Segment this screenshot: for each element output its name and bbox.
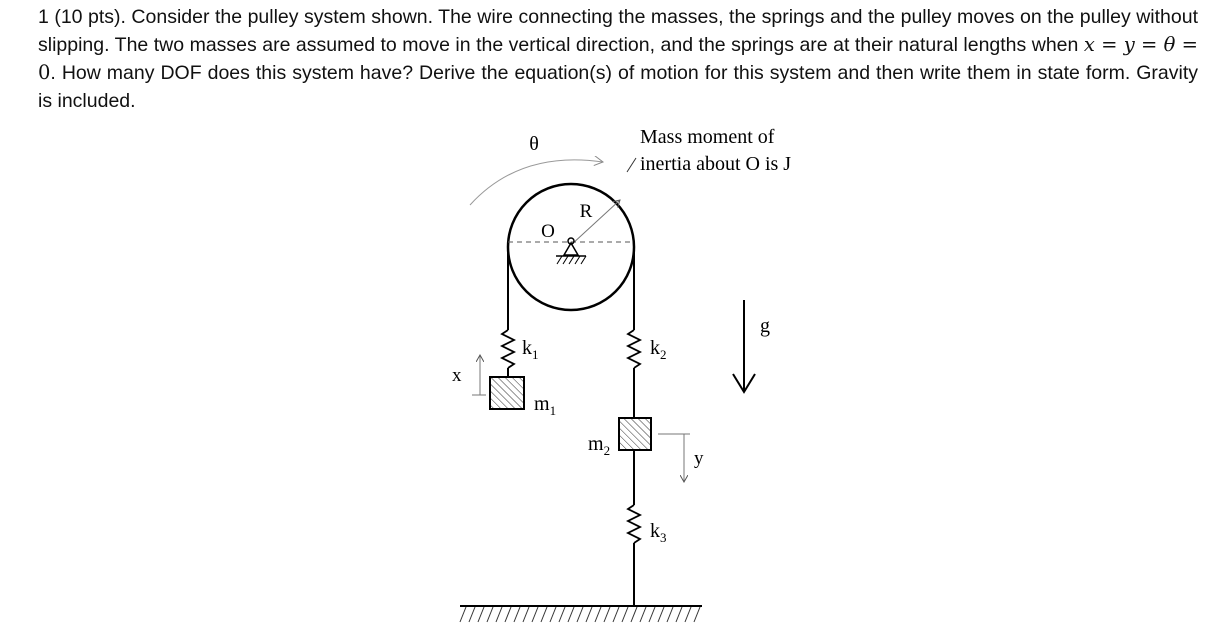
k3-label: $k_3$	[650, 520, 667, 545]
spring-k1	[502, 330, 514, 368]
theta-label: θ	[529, 133, 539, 155]
ground-hatch-mark	[532, 607, 538, 622]
spring-k2	[628, 330, 640, 368]
ground-hatch-mark	[649, 607, 655, 622]
ground-hatch-mark	[595, 607, 601, 622]
g-label: g	[760, 315, 770, 337]
y-label: y	[694, 448, 704, 469]
mass-m1	[490, 377, 524, 409]
math-x: x	[1083, 33, 1095, 56]
ground-hatch-mark	[523, 607, 529, 622]
ground-hatch-mark	[487, 607, 493, 622]
ground-hatch-mark	[559, 607, 565, 622]
ground-hatch-mark	[568, 607, 574, 622]
ground-hatch-mark	[550, 607, 556, 622]
math-equals-3: =	[1175, 33, 1198, 56]
math-theta: θ	[1163, 33, 1176, 56]
ground-hatch-mark	[676, 607, 682, 622]
math-equals-1: =	[1094, 33, 1124, 56]
ground-hatch-mark	[469, 607, 475, 622]
math-zero: 0	[38, 61, 51, 84]
math-y: y	[1123, 33, 1135, 56]
problem-text-tail: . How many DOF does this system have? Derive the equation(s) of motion for this system and then write them in state form. Gravity is included.	[38, 62, 1198, 112]
spring-k3	[628, 505, 640, 543]
ground-hatch-mark	[496, 607, 502, 622]
k1-label: $k_1$	[522, 337, 539, 362]
pulley-disk	[508, 184, 634, 310]
problem-text-lead: 1 (10 pts). Consider the pulley system shown. The wire connecting the masses, the springs and the pulley moves on the pulley without slipping. The two masses are assumed to move in the vertical direction, and the springs are at their natural lengths when	[38, 6, 1198, 56]
pivot-label: O	[541, 221, 555, 242]
ground-hatch-mark	[577, 607, 583, 622]
ground-hatch-mark	[658, 607, 664, 622]
radius-label: R	[579, 201, 593, 222]
ground-hatch-mark	[505, 607, 511, 622]
k2-label: $k_2$	[650, 337, 667, 362]
ground-hatch-mark	[685, 607, 691, 622]
ground-hatch-mark	[640, 607, 646, 622]
radius-arrow	[571, 200, 620, 245]
ground-hatch-mark	[613, 607, 619, 622]
mass-m2	[619, 418, 651, 450]
ground-hatch-mark	[586, 607, 592, 622]
ground-hatch-mark	[631, 607, 637, 622]
ground-hatch-mark	[478, 607, 484, 622]
ground-hatch-mark	[622, 607, 628, 622]
rotation-arrow	[470, 160, 603, 205]
ground	[460, 606, 702, 622]
ground-hatch-mark	[694, 607, 700, 622]
m2-label: $m_2$	[588, 433, 611, 458]
ground-hatch-mark	[541, 607, 547, 622]
ground-hatch-mark	[514, 607, 520, 622]
moment-text-line2: inertia about O is J	[640, 153, 792, 175]
ground-hatch-mark	[460, 607, 466, 622]
x-label: x	[452, 365, 462, 386]
ground-hatch-mark	[667, 607, 673, 622]
moment-text-line1: Mass moment of	[640, 126, 775, 148]
math-equals-2: =	[1134, 33, 1164, 56]
moment-leader-line	[627, 158, 636, 172]
m1-label: $m_1$	[534, 393, 557, 418]
ground-hatch-mark	[604, 607, 610, 622]
